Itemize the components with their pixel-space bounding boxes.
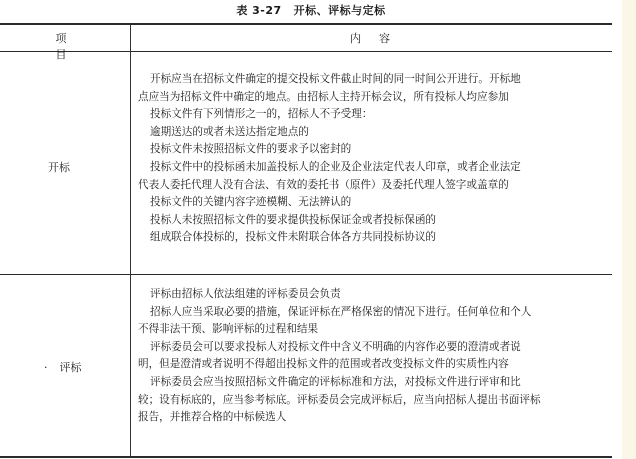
row-label-evaluation	[44, 359, 82, 375]
bullet-mark: ·	[44, 361, 48, 374]
table-top-rule	[0, 23, 612, 25]
table-title: 开标、评标与定标	[293, 4, 386, 17]
content-line: 组成联合体投标的，投标文件未附联合体各方共同投标协议的	[150, 231, 437, 244]
content-line: 较；设有标底的，应当参考标底。评标委员会完成评标后，应当向招标人提出书面评标	[138, 393, 541, 406]
content-line: 逾期送达的或者未送达指定地点的	[150, 125, 309, 138]
scan-edge	[622, 0, 636, 459]
content-line: 投标文件中的投标函未加盖投标人的企业及企业法定代表人印章，或者企业法定	[150, 160, 521, 173]
table-number: 表 3-27	[236, 4, 282, 17]
column-divider	[130, 24, 131, 457]
row-separator	[0, 274, 612, 275]
content-line: 投标文件未按照招标文件的要求予以密封的	[150, 143, 352, 156]
content-line: 不得非法干预、影响评标的过程和结果	[138, 323, 319, 336]
content-line: 报告，并推荐合格的中标候选人	[138, 411, 287, 424]
row-label-text: 评标	[59, 361, 82, 374]
content-line: 投标文件的关键内容字迹模糊、无法辨认的	[150, 196, 352, 209]
content-line: 开标应当在招标文件确定的提交投标文件截止时间的同一时间公开进行。开标地	[150, 73, 521, 85]
content-line: 投标文件有下列情形之一的，招标人不予受理：	[150, 108, 373, 121]
table-bottom-rule	[0, 456, 612, 458]
content-line: 明，但是澄清或者说明不得超出投标文件的范围或者改变投标文件的实质性内容	[138, 358, 509, 371]
content-line: 代表人委托代理人没有合法、有效的委托书（原件）及委托代理人签字或盖章的	[138, 178, 509, 191]
row-content-evaluation	[138, 286, 610, 427]
row-label-opening: 开标	[48, 161, 70, 174]
column-header-item: 项目	[55, 32, 85, 61]
column-header-content: 内容	[350, 32, 408, 45]
content-line: 点应当为招标文件中确定的地点。由招标人主持开标会议，所有投标人均应参加	[138, 90, 509, 103]
content-line: 评标由招标人依法组建的评标委员会负责	[150, 288, 341, 300]
content-line: 评标委员会可以要求投标人对投标文件中含义不明确的内容作必要的澄清或者说	[150, 340, 521, 353]
content-line: 投标人未按照招标文件的要求提供投标保证金或者投标保函的	[150, 213, 437, 226]
table-caption	[0, 2, 622, 18]
content-line: 评标委员会应当按照招标文件确定的评标标准和方法，对投标文件进行评审和比	[150, 375, 521, 388]
row-content-opening	[138, 71, 610, 247]
content-line: 招标人应当采取必要的措施，保证评标在严格保密的情况下进行。任何单位和个人	[150, 305, 532, 318]
